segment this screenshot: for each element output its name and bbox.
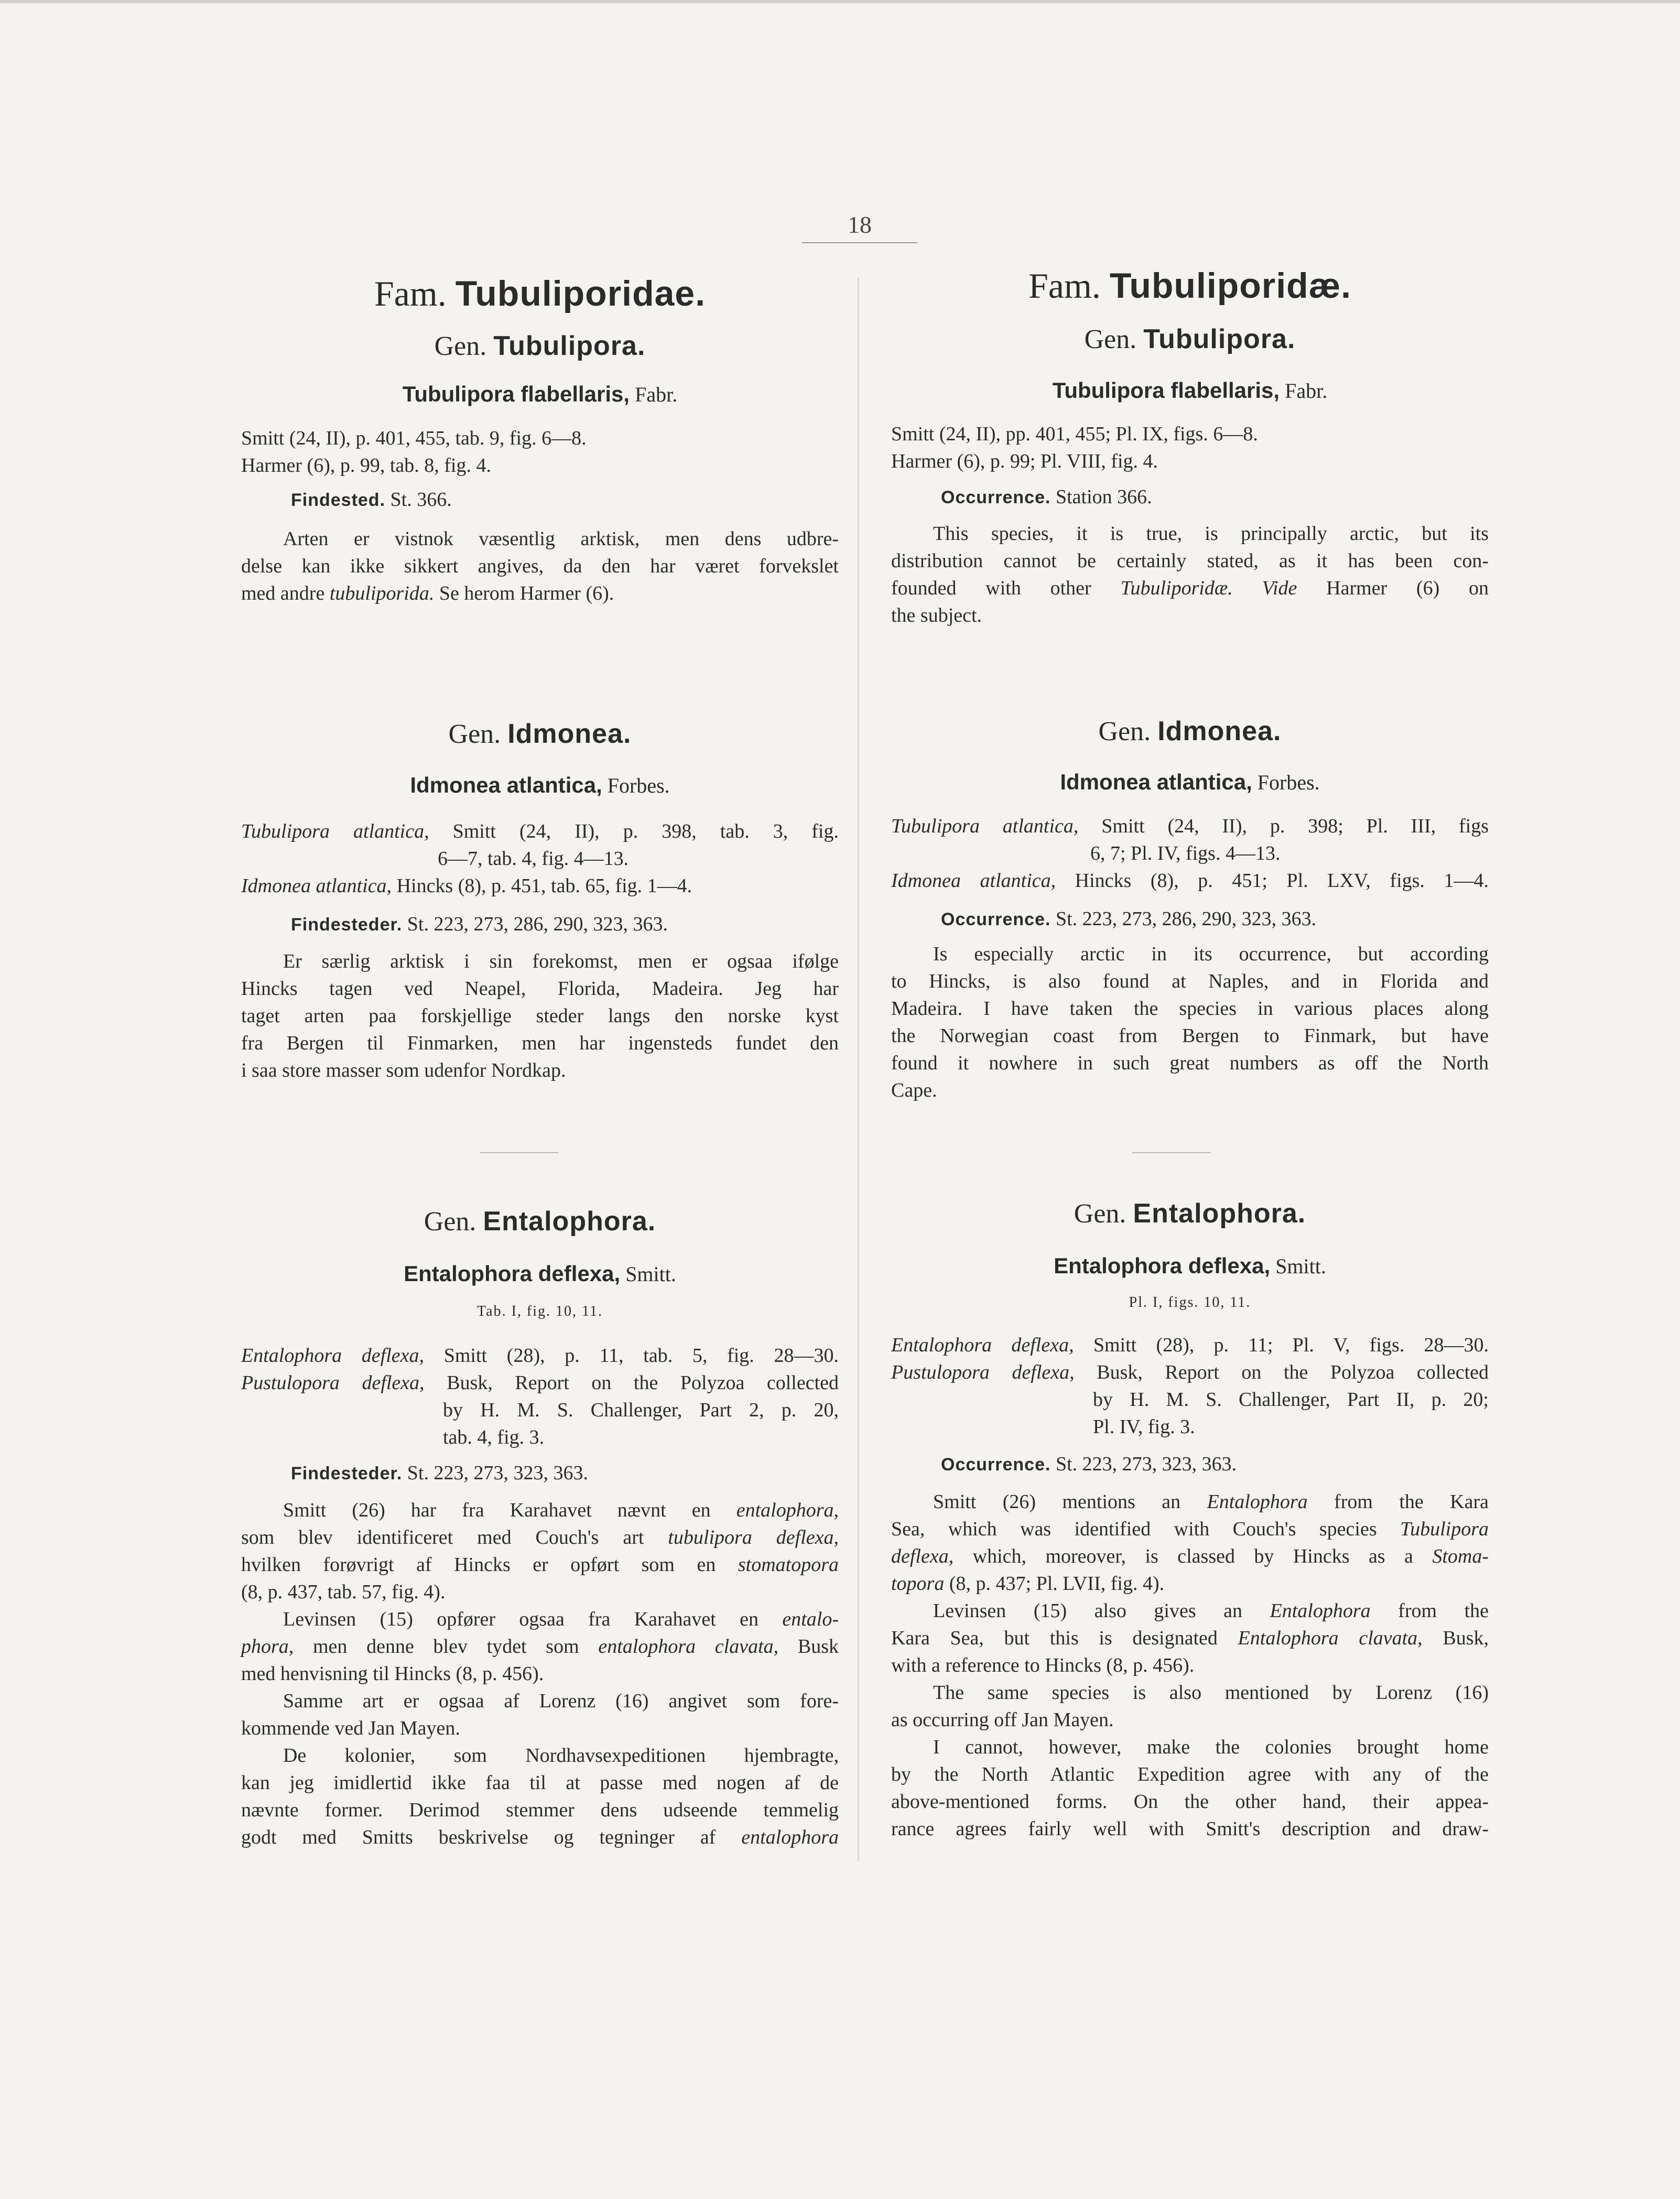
text-line: (8, p. 437, tab. 57, fig. 4). bbox=[241, 1581, 446, 1603]
plate-reference: Pl. I, figs. 10, 11. bbox=[1129, 1294, 1251, 1310]
family-heading: Fam. Tubuliporidæ. bbox=[1028, 266, 1352, 306]
species-heading: Entalophora deflexa, Smitt. bbox=[1054, 1253, 1326, 1278]
reference-line: Smitt (24, II), p. 401, 455, tab. 9, fig. 6—8. bbox=[241, 427, 587, 449]
occurrence-line: Findested. St. 366. bbox=[291, 489, 452, 511]
occurrence-line: Occurrence. St. 223, 273, 323, 363. bbox=[941, 1453, 1237, 1475]
text-line: hvilken forøvrigt af Hincks er opført som en stomatopora bbox=[241, 1554, 839, 1576]
text-line: Smitt (26) har fra Karahavet nævnt en entalophora, bbox=[283, 1499, 839, 1521]
reference-line: Entalophora deflexa, Smitt (28), p. 11; Pl. V, figs. 28—30. bbox=[891, 1334, 1489, 1356]
text-line: above-mentioned forms. On the other hand, their appea- bbox=[891, 1791, 1489, 1813]
occurrence-line: Findesteder. St. 223, 273, 323, 363. bbox=[291, 1462, 588, 1484]
column-divider bbox=[858, 278, 859, 1861]
family-heading: Fam. Tubuliporidae. bbox=[374, 274, 706, 313]
text-line: with a reference to Hincks (8, p. 456). bbox=[891, 1654, 1195, 1676]
page-number: 18 bbox=[848, 211, 872, 238]
text-line: Sea, which was identified with Couch's species Tubulipora bbox=[891, 1518, 1489, 1540]
text-line: kommende ved Jan Mayen. bbox=[241, 1717, 460, 1739]
reference-line: Pustulopora deflexa, Busk, Report on the Polyzoa collected bbox=[241, 1372, 839, 1394]
section-separator bbox=[480, 1152, 558, 1153]
text-line: distribution cannot be certainly stated, as it has been con- bbox=[891, 550, 1489, 572]
text-line: found it nowhere in such great numbers as off the North bbox=[891, 1052, 1489, 1074]
reference-line: Harmer (6), p. 99, tab. 8, fig. 4. bbox=[241, 454, 491, 476]
reference-line: Smitt (24, II), pp. 401, 455; Pl. IX, figs. 6—8. bbox=[891, 423, 1258, 445]
species-heading: Idmonea atlantica, Forbes. bbox=[1060, 770, 1320, 794]
text-line: topora (8, p. 437; Pl. LVII, fig. 4). bbox=[891, 1573, 1165, 1595]
reference-line: Pl. IV, fig. 3. bbox=[1093, 1416, 1195, 1438]
text-line: taget arten paa forskjellige steder langs den norske kyst bbox=[241, 1005, 839, 1027]
reference-line: by H. M. S. Challenger, Part 2, p. 20, bbox=[443, 1399, 839, 1421]
genus-heading: Gen. Entalophora. bbox=[424, 1206, 656, 1237]
text-line: Cape. bbox=[891, 1079, 937, 1101]
section-separator bbox=[1132, 1152, 1211, 1153]
page-number-rule bbox=[802, 242, 917, 243]
genus-heading: Gen. Tubulipora. bbox=[1084, 324, 1296, 354]
text-line: Is especially arctic in its occurrence, but according bbox=[933, 943, 1489, 965]
reference-line: Entalophora deflexa, Smitt (28), p. 11, tab. 5, fig. 28—30. bbox=[241, 1345, 839, 1367]
reference-line: 6—7, tab. 4, fig. 4—13. bbox=[438, 848, 629, 870]
text-line: fra Bergen til Finmarken, men har ingensteds fundet den bbox=[241, 1032, 839, 1054]
occurrence-line: Findesteder. St. 223, 273, 286, 290, 323, 363. bbox=[291, 913, 668, 935]
text-line: rance agrees fairly well with Smitt's description and draw- bbox=[891, 1818, 1489, 1840]
text-line: The same species is also mentioned by Lorenz (16) bbox=[933, 1682, 1489, 1704]
text-line: Levinsen (15) opfører ogsaa fra Karahavet en entalo- bbox=[283, 1608, 839, 1630]
reference-line: Tubulipora atlantica, Smitt (24, II), p. 398, tab. 3, fig. bbox=[241, 820, 839, 842]
page-top-rule bbox=[0, 0, 1680, 3]
reference-line: Idmonea atlantica, Hincks (8), p. 451; Pl. LXV, figs. 1—4. bbox=[891, 870, 1489, 892]
reference-line: 6, 7; Pl. IV, figs. 4—13. bbox=[1090, 842, 1281, 864]
text-line: Madeira. I have taken the species in various places along bbox=[891, 998, 1489, 1020]
reference-line: Harmer (6), p. 99; Pl. VIII, fig. 4. bbox=[891, 450, 1158, 472]
plate-reference: Tab. I, fig. 10, 11. bbox=[477, 1303, 603, 1319]
text-line: i saa store masser som udenfor Nordkap. bbox=[241, 1059, 566, 1081]
text-line: the Norwegian coast from Bergen to Finmark, but have bbox=[891, 1025, 1489, 1047]
text-line: by the North Atlantic Expedition agree with any of the bbox=[891, 1763, 1489, 1785]
text-line: deflexa, which, moreover, is classed by Hincks as a Stoma- bbox=[891, 1545, 1489, 1567]
reference-line: by H. M. S. Challenger, Part II, p. 20; bbox=[1093, 1389, 1489, 1411]
species-heading: Tubulipora flabellaris, Fabr. bbox=[402, 382, 678, 406]
reference-line: tab. 4, fig. 3. bbox=[443, 1426, 545, 1448]
genus-heading: Gen. Tubulipora. bbox=[434, 331, 646, 361]
genus-heading: Gen. Entalophora. bbox=[1074, 1198, 1306, 1229]
occurrence-line: Occurrence. St. 223, 273, 286, 290, 323, 363. bbox=[941, 908, 1317, 930]
text-line: Smitt (26) mentions an Entalophora from the Kara bbox=[933, 1491, 1489, 1513]
reference-line: Idmonea atlantica, Hincks (8), p. 451, tab. 65, fig. 1—4. bbox=[241, 875, 692, 897]
text-line: som blev identificeret med Couch's art tubulipora deflexa, bbox=[241, 1526, 839, 1548]
text-line: Arten er vistnok væsentlig arktisk, men dens udbre- bbox=[283, 528, 839, 550]
text-line: godt med Smitts beskrivelse og tegninger af entalophora bbox=[241, 1826, 839, 1848]
genus-heading: Gen. Idmonea. bbox=[448, 719, 632, 749]
text-line: nævnte former. Derimod stemmer dens udseende temmelig bbox=[241, 1799, 839, 1821]
text-line: Samme art er ogsaa af Lorenz (16) angivet som fore- bbox=[283, 1690, 839, 1712]
reference-line: Tubulipora atlantica, Smitt (24, II), p. 398; Pl. III, figs bbox=[891, 815, 1489, 837]
species-heading: Idmonea atlantica, Forbes. bbox=[410, 773, 670, 797]
text-line: the subject. bbox=[891, 604, 982, 626]
text-line: med andre tubuliporida. Se herom Harmer (6). bbox=[241, 582, 614, 604]
reference-line: Pustulopora deflexa, Busk, Report on the Polyzoa collected bbox=[891, 1361, 1489, 1383]
text-line: delse kan ikke sikkert angives, da den har været forvekslet bbox=[241, 555, 839, 577]
genus-heading: Gen. Idmonea. bbox=[1098, 716, 1282, 746]
text-line: kan jeg imidlertid ikke faa til at passe med nogen af de bbox=[241, 1772, 839, 1794]
occurrence-line: Occurrence. Station 366. bbox=[941, 486, 1152, 508]
text-line: This species, it is true, is principally arctic, but its bbox=[933, 523, 1489, 545]
text-line: as occurring off Jan Mayen. bbox=[891, 1709, 1114, 1731]
text-line: I cannot, however, make the colonies brought home bbox=[933, 1736, 1489, 1758]
text-line: Levinsen (15) also gives an Entalophora from the bbox=[933, 1600, 1489, 1622]
text-line: phora, men denne blev tydet som entalophora clavata, Busk bbox=[241, 1635, 839, 1658]
text-line: med henvisning til Hincks (8, p. 456). bbox=[241, 1663, 544, 1685]
species-heading: Tubulipora flabellaris, Fabr. bbox=[1052, 378, 1328, 403]
text-line: Kara Sea, but this is designated Entalophora clavata, Busk, bbox=[891, 1627, 1489, 1649]
text-line: Hincks tagen ved Neapel, Florida, Madeira. Jeg har bbox=[241, 978, 839, 1000]
text-line: founded with other Tubuliporidæ. Vide Harmer (6) on bbox=[891, 577, 1489, 599]
text-line: Er særlig arktisk i sin forekomst, men er ogsaa ifølge bbox=[283, 950, 839, 972]
text-line: De kolonier, som Nordhavsexpeditionen hjembragte, bbox=[283, 1745, 839, 1767]
text-line: to Hincks, is also found at Naples, and in Florida and bbox=[891, 970, 1489, 992]
species-heading: Entalophora deflexa, Smitt. bbox=[404, 1261, 676, 1286]
